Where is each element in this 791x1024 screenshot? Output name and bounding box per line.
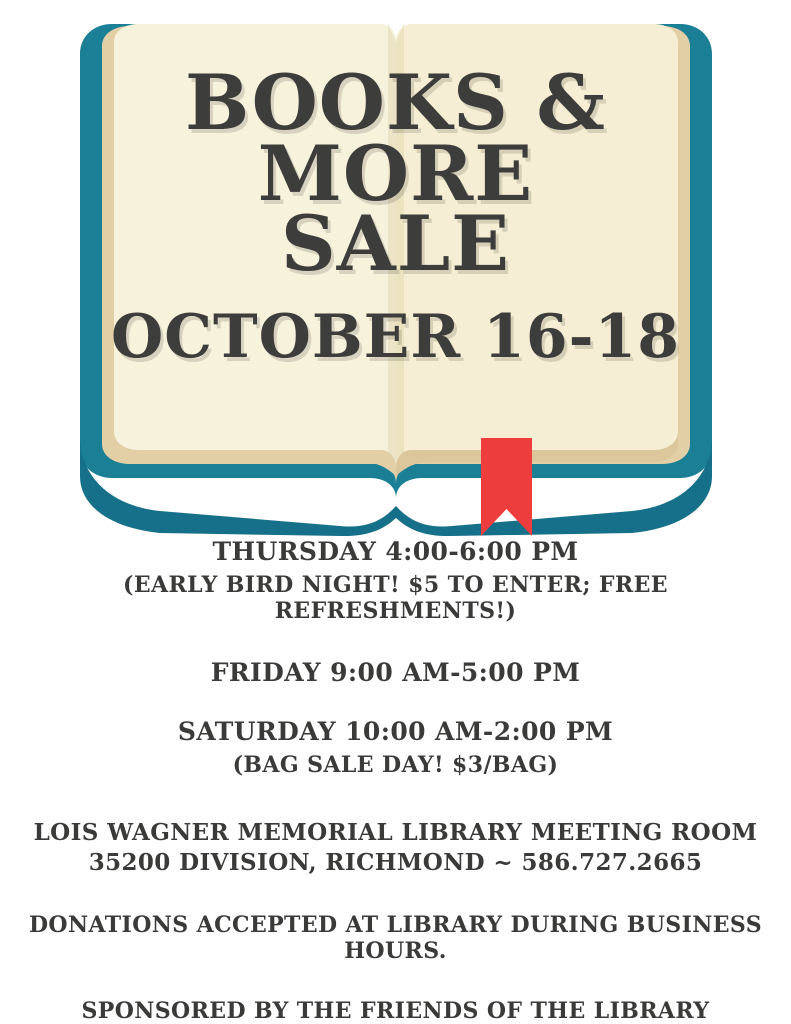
headline-dates: OCTOBER 16-18 xyxy=(110,302,681,373)
event-details xyxy=(0,533,791,1024)
schedule-item-thursday xyxy=(0,537,791,624)
schedule-main-friday: FRIDAY 9:00 AM-5:00 PM xyxy=(210,657,581,687)
sponsor-note: SPONSORED BY THE FRIENDS OF THE LIBRARY xyxy=(81,998,710,1024)
venue-line-2: 35200 DIVISION, RICHMOND ~ 586.727.2665 xyxy=(88,849,703,876)
schedule-item-saturday xyxy=(0,717,791,778)
schedule-sub-saturday: (BAG SALE DAY! $3/BAG) xyxy=(232,751,559,778)
schedule-sub-thursday: (EARLY BIRD NIGHT! $5 TO ENTER; FREE REFRESHMENTS!) xyxy=(123,571,668,624)
headline-line-3: SALE xyxy=(280,199,511,289)
schedule-main-saturday: SATURDAY 10:00 AM-2:00 PM xyxy=(177,716,614,746)
book-graphic xyxy=(40,6,752,536)
venue-line-1: LOIS WAGNER MEMORIAL LIBRARY MEETING ROOM xyxy=(33,818,758,846)
schedule-main-thursday: THURSDAY 4:00-6:00 PM xyxy=(212,536,579,566)
headline-line-1: BOOKS & xyxy=(184,58,607,147)
schedule-item-friday xyxy=(0,658,791,687)
bookmark-ribbon xyxy=(481,438,532,536)
open-book-illustration xyxy=(40,6,752,531)
headline-line-2: MORE xyxy=(257,128,534,218)
donations-note: DONATIONS ACCEPTED AT LIBRARY DURING BUSINESS HOURS. xyxy=(28,912,763,964)
